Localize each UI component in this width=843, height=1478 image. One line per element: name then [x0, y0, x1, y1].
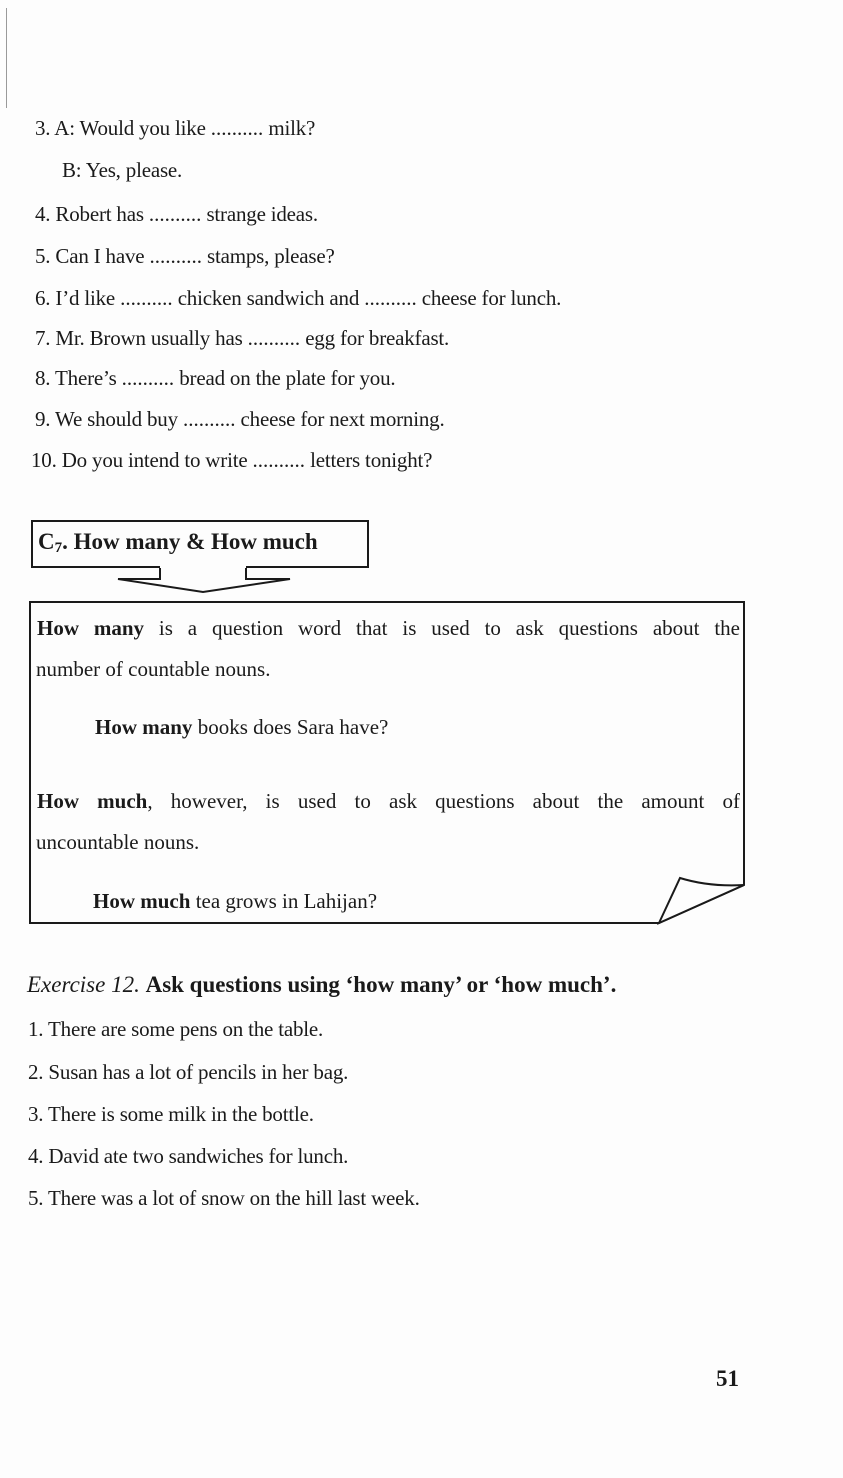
how-many-example — [95, 715, 388, 740]
callout-frame — [29, 601, 745, 925]
item-number: 7. — [35, 326, 51, 350]
item-text: There are some pens on the table. — [48, 1017, 324, 1041]
page-edge-line — [6, 8, 7, 108]
list-item — [28, 1017, 323, 1042]
blank-space: .......... — [182, 407, 236, 431]
item-text: Susan has a lot of pencils in her bag. — [48, 1060, 349, 1084]
item-text-after: milk? — [268, 116, 316, 140]
item-text-after: letters tonight? — [310, 448, 433, 472]
item-text-before: Do you intend to write — [61, 448, 248, 472]
item-number: 4. — [28, 1144, 44, 1168]
exercise-item-9 — [35, 407, 445, 432]
definition-text: , however, is used to ask questions about the amount of — [147, 789, 740, 813]
item-text-before: I’d like — [55, 286, 116, 310]
exercise-item-5 — [35, 244, 335, 269]
info-callout-box — [29, 601, 745, 925]
page-curl-icon — [659, 878, 744, 923]
item-text: There was a lot of snow on the hill last week. — [48, 1186, 420, 1210]
item-number: 8. — [35, 366, 51, 390]
exercise-item-4 — [35, 202, 318, 227]
exercise-item-3b — [62, 158, 182, 183]
blank-space: .......... — [149, 244, 202, 268]
how-many-definition-line2: number of countable nouns. — [36, 657, 271, 681]
item-text: David ate two sandwiches for lunch. — [48, 1144, 349, 1168]
section-title-text: . How many & How much — [62, 529, 318, 554]
item-number: 2. — [28, 1060, 44, 1084]
example-term: How much — [93, 889, 191, 913]
item-text-after: stamps, please? — [207, 244, 335, 268]
list-item — [28, 1102, 314, 1127]
item-number: 5. — [35, 244, 51, 268]
how-many-term: How many — [37, 616, 145, 640]
list-item — [28, 1144, 348, 1169]
item-text-after: bread on the plate for you. — [179, 366, 396, 390]
how-much-example — [93, 889, 377, 914]
how-much-definition-line1 — [37, 789, 740, 814]
blank-space: .......... — [252, 448, 306, 472]
item-number: 4. — [35, 202, 51, 226]
exercise-instruction: Ask questions using ‘how many’ or ‘how much’. — [145, 972, 617, 997]
example-text: books does Sara have? — [197, 715, 389, 739]
exercise-item-6 — [35, 286, 561, 311]
item-text-after: egg for breakfast. — [305, 326, 450, 350]
blank-space: .......... — [120, 286, 173, 310]
how-much-term: How much — [37, 789, 148, 813]
exercise-12-heading — [27, 972, 616, 998]
item-text-before: Mr. Brown usually has — [55, 326, 243, 350]
blank-space-2: .......... — [364, 286, 417, 310]
definition-text: is a question word that is used to ask questions about the — [158, 616, 740, 640]
blank-space: .......... — [121, 366, 175, 390]
item-number: 6. — [35, 286, 51, 310]
section-letter: C — [38, 529, 55, 554]
how-many-definition-line1 — [37, 616, 740, 641]
item-number: 1. — [28, 1017, 44, 1041]
exercise-label: Exercise 12. — [27, 972, 140, 997]
blank-space: .......... — [148, 202, 202, 226]
example-text: tea grows in Lahijan? — [195, 889, 378, 913]
exercise-item-7 — [35, 326, 449, 351]
item-text-before: Robert has — [55, 202, 144, 226]
exercise-item-8 — [35, 366, 395, 391]
item-number: 3. — [28, 1102, 44, 1126]
down-arrow-icon — [110, 565, 300, 597]
exercise-item-10 — [31, 448, 432, 473]
item-text: There is some milk in the bottle. — [48, 1102, 314, 1126]
item-text-before: There’s — [55, 366, 117, 390]
item-text: B: Yes, please. — [62, 158, 183, 182]
item-text-middle: chicken sandwich and — [177, 286, 360, 310]
item-number: 3. — [35, 116, 51, 140]
item-text-after: cheese for lunch. — [421, 286, 562, 310]
blank-space: .......... — [210, 116, 264, 140]
exercise-item-3a — [35, 116, 315, 141]
page-number: 51 — [716, 1366, 739, 1391]
item-text-before: Can I have — [55, 244, 145, 268]
example-term: How many — [95, 715, 193, 739]
item-number: 5. — [28, 1186, 44, 1210]
list-item — [28, 1186, 420, 1211]
item-number: 10. — [31, 448, 57, 472]
blank-space: .......... — [247, 326, 301, 350]
list-item — [28, 1060, 348, 1085]
section-title — [38, 529, 318, 557]
item-text-after: strange ideas. — [206, 202, 318, 226]
item-text-before: A: Would you like — [54, 116, 206, 140]
how-much-definition-line2: uncountable nouns. — [36, 830, 200, 854]
section-subscript: 7 — [54, 540, 63, 556]
item-text-after: cheese for next morning. — [240, 407, 445, 431]
item-number: 9. — [35, 407, 51, 431]
item-text-before: We should buy — [55, 407, 178, 431]
